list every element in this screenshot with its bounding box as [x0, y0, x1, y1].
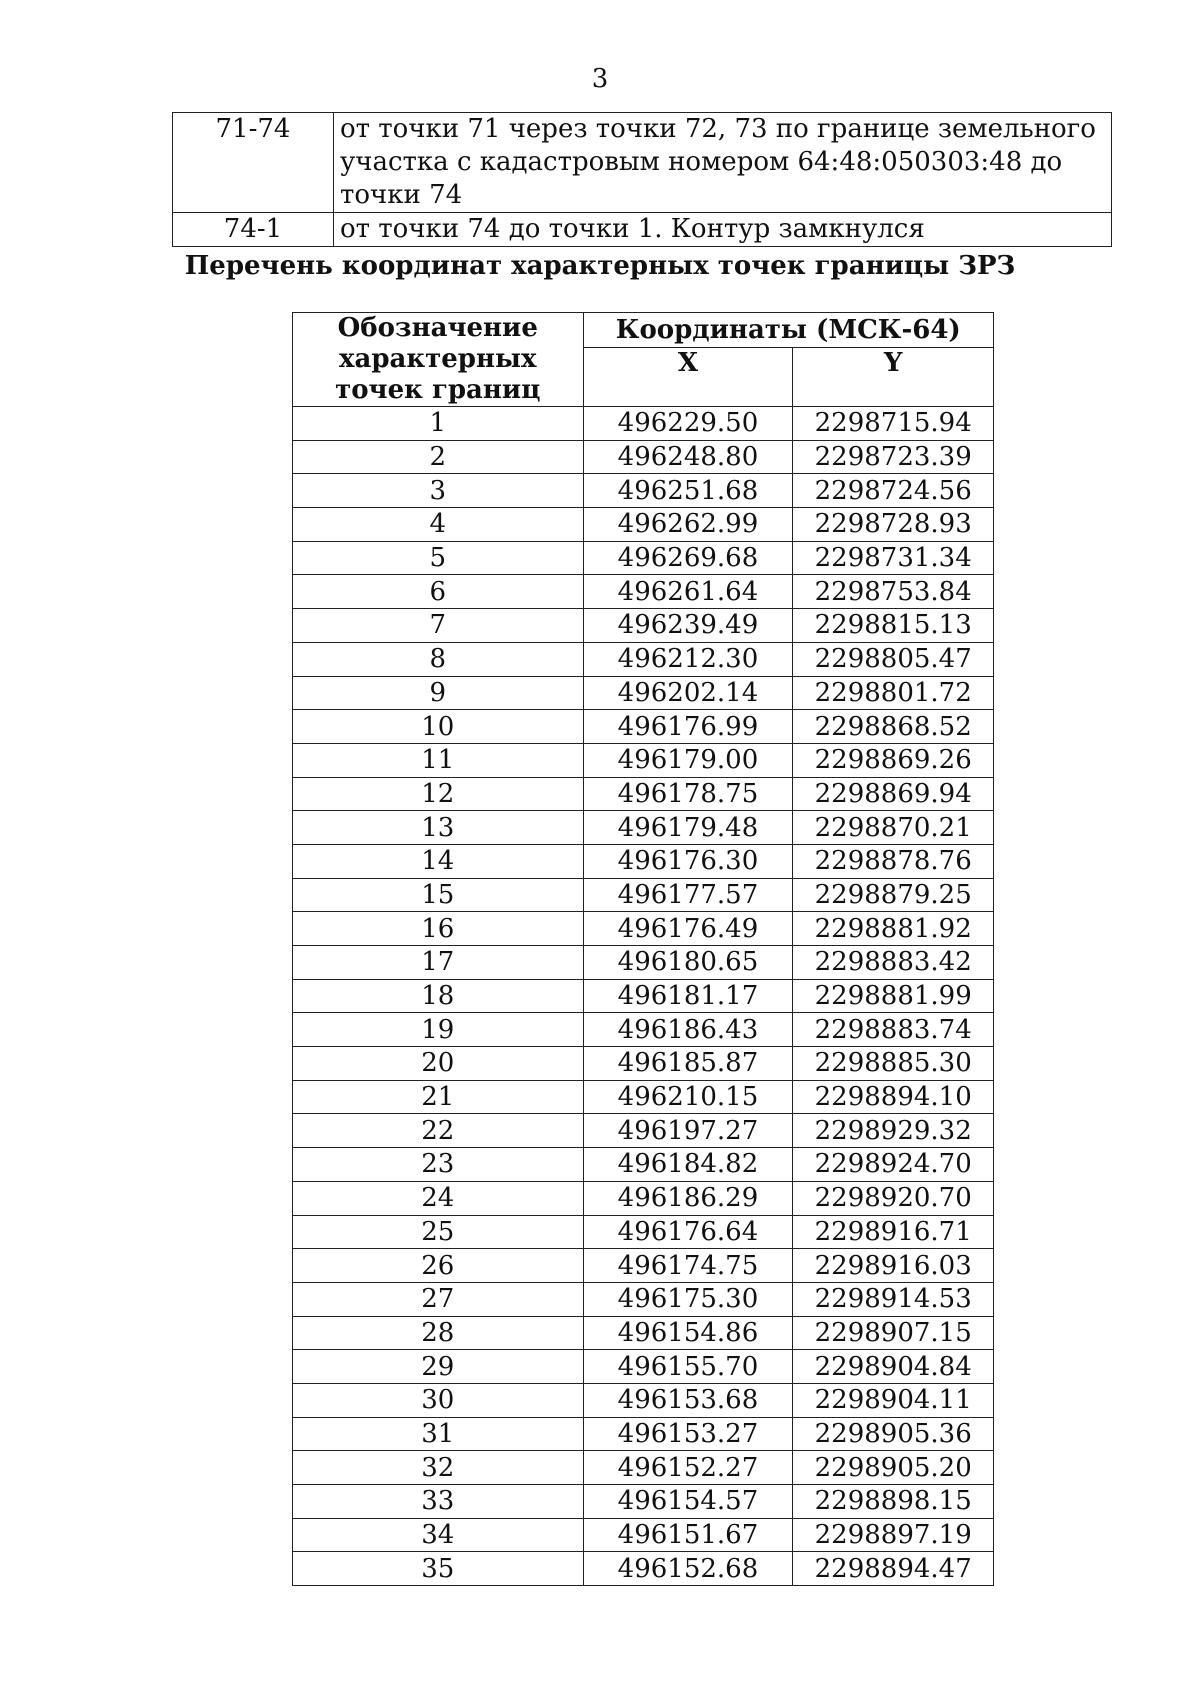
point-number-cell: 28	[293, 1316, 584, 1350]
y-coordinate-cell: 2298920.70	[793, 1181, 994, 1215]
y-coordinate-cell: 2298907.15	[793, 1316, 994, 1350]
y-coordinate-cell: 2298883.42	[793, 946, 994, 980]
point-number-cell: 19	[293, 1013, 584, 1047]
y-coordinate-cell: 2298878.76	[793, 844, 994, 878]
table-row	[293, 407, 994, 441]
point-number-cell: 20	[293, 1047, 584, 1081]
table-row	[293, 1181, 994, 1215]
x-coordinate-cell: 496239.49	[583, 609, 793, 643]
y-coordinate-cell: 2298885.30	[793, 1047, 994, 1081]
point-number-cell: 32	[293, 1451, 584, 1485]
x-coordinate-cell: 496262.99	[583, 508, 793, 542]
y-coordinate-cell: 2298869.94	[793, 777, 994, 811]
y-coordinate-cell: 2298805.47	[793, 642, 994, 676]
point-number-cell: 10	[293, 710, 584, 744]
point-number-cell: 5	[293, 541, 584, 575]
point-number-cell: 18	[293, 979, 584, 1013]
y-coordinate-cell: 2298881.92	[793, 912, 994, 946]
x-coordinate-cell: 496212.30	[583, 642, 793, 676]
point-number-cell: 15	[293, 878, 584, 912]
y-coordinate-cell: 2298897.19	[793, 1518, 994, 1552]
y-coordinate-cell: 2298728.93	[793, 508, 994, 542]
y-coordinate-cell: 2298924.70	[793, 1148, 994, 1182]
table-row	[293, 1114, 994, 1148]
point-number-cell: 34	[293, 1518, 584, 1552]
segment-description: от точки 74 до точки 1. Контур замкнулся	[334, 213, 1112, 247]
table-row	[293, 609, 994, 643]
header-y: Y	[793, 348, 994, 407]
y-coordinate-cell: 2298723.39	[793, 440, 994, 474]
table-row	[293, 811, 994, 845]
table-row	[293, 1518, 994, 1552]
point-number-cell: 27	[293, 1282, 584, 1316]
y-coordinate-cell: 2298905.20	[793, 1451, 994, 1485]
point-number-cell: 25	[293, 1215, 584, 1249]
x-coordinate-cell: 496179.00	[583, 743, 793, 777]
point-number-cell: 33	[293, 1485, 584, 1519]
y-coordinate-cell: 2298715.94	[793, 407, 994, 441]
y-coordinate-cell: 2298724.56	[793, 474, 994, 508]
point-number-cell: 23	[293, 1148, 584, 1182]
table-row	[293, 979, 994, 1013]
table-row	[293, 1417, 994, 1451]
x-coordinate-cell: 496174.75	[583, 1249, 793, 1283]
table-row	[173, 113, 1112, 213]
x-coordinate-cell: 496180.65	[583, 946, 793, 980]
x-coordinate-cell: 496154.57	[583, 1485, 793, 1519]
x-coordinate-cell: 496202.14	[583, 676, 793, 710]
point-number-cell: 17	[293, 946, 584, 980]
point-number-cell: 11	[293, 743, 584, 777]
point-number-cell: 8	[293, 642, 584, 676]
table-row	[293, 946, 994, 980]
x-coordinate-cell: 496178.75	[583, 777, 793, 811]
y-coordinate-cell: 2298883.74	[793, 1013, 994, 1047]
y-coordinate-cell: 2298869.26	[793, 743, 994, 777]
point-number-cell: 7	[293, 609, 584, 643]
segment-code: 74-1	[173, 213, 334, 247]
point-number-cell: 12	[293, 777, 584, 811]
x-coordinate-cell: 496153.68	[583, 1383, 793, 1417]
table-row	[293, 1047, 994, 1081]
table-row	[293, 1249, 994, 1283]
x-coordinate-cell: 496175.30	[583, 1282, 793, 1316]
table-header-row	[293, 313, 994, 348]
x-coordinate-cell: 496176.99	[583, 710, 793, 744]
y-coordinate-cell: 2298929.32	[793, 1114, 994, 1148]
point-number-cell: 29	[293, 1350, 584, 1384]
table-row	[293, 1350, 994, 1384]
y-coordinate-cell: 2298879.25	[793, 878, 994, 912]
x-coordinate-cell: 496154.86	[583, 1316, 793, 1350]
y-coordinate-cell: 2298753.84	[793, 575, 994, 609]
segment-description: от точки 71 через точки 72, 73 по границе земельного участка с кадастровым номером 64:48:050303:48 до точки 74	[334, 113, 1112, 213]
x-coordinate-cell: 496152.68	[583, 1552, 793, 1586]
point-number-cell: 24	[293, 1181, 584, 1215]
point-number-cell: 9	[293, 676, 584, 710]
table-row	[293, 743, 994, 777]
table-row	[293, 575, 994, 609]
y-coordinate-cell: 2298916.71	[793, 1215, 994, 1249]
y-coordinate-cell: 2298731.34	[793, 541, 994, 575]
table-row	[293, 676, 994, 710]
x-coordinate-cell: 496176.49	[583, 912, 793, 946]
y-coordinate-cell: 2298904.11	[793, 1383, 994, 1417]
y-coordinate-cell: 2298870.21	[793, 811, 994, 845]
section-title: Перечень координат характерных точек границы ЗРЗ	[184, 251, 1016, 281]
y-coordinate-cell: 2298801.72	[793, 676, 994, 710]
point-number-cell: 35	[293, 1552, 584, 1586]
point-number-cell: 2	[293, 440, 584, 474]
table-row	[293, 1215, 994, 1249]
table-row	[293, 1282, 994, 1316]
table-row	[293, 1383, 994, 1417]
header-x: X	[583, 348, 793, 407]
table-row	[293, 777, 994, 811]
point-number-cell: 13	[293, 811, 584, 845]
table-row	[173, 213, 1112, 247]
coordinates-table-body	[293, 407, 994, 1586]
x-coordinate-cell: 496176.64	[583, 1215, 793, 1249]
table-row	[293, 710, 994, 744]
segment-code: 71-74	[173, 113, 334, 213]
table-row	[293, 1080, 994, 1114]
point-number-cell: 30	[293, 1383, 584, 1417]
y-coordinate-cell: 2298894.10	[793, 1080, 994, 1114]
x-coordinate-cell: 496176.30	[583, 844, 793, 878]
x-coordinate-cell: 496179.48	[583, 811, 793, 845]
y-coordinate-cell: 2298916.03	[793, 1249, 994, 1283]
x-coordinate-cell: 496261.64	[583, 575, 793, 609]
x-coordinate-cell: 496229.50	[583, 407, 793, 441]
y-coordinate-cell: 2298898.15	[793, 1485, 994, 1519]
x-coordinate-cell: 496210.15	[583, 1080, 793, 1114]
table-row	[293, 541, 994, 575]
boundary-description-table	[172, 112, 1112, 247]
point-number-cell: 26	[293, 1249, 584, 1283]
x-coordinate-cell: 496181.17	[583, 979, 793, 1013]
table-row	[293, 508, 994, 542]
point-number-cell: 31	[293, 1417, 584, 1451]
x-coordinate-cell: 496177.57	[583, 878, 793, 912]
table-row	[293, 642, 994, 676]
y-coordinate-cell: 2298815.13	[793, 609, 994, 643]
x-coordinate-cell: 496184.82	[583, 1148, 793, 1182]
table-row	[293, 1451, 994, 1485]
page-number: 3	[591, 64, 609, 94]
y-coordinate-cell: 2298894.47	[793, 1552, 994, 1586]
table-row	[293, 440, 994, 474]
y-coordinate-cell: 2298914.53	[793, 1282, 994, 1316]
header-point-designation: Обозначение характерных точек границ	[293, 313, 584, 407]
point-number-cell: 16	[293, 912, 584, 946]
y-coordinate-cell: 2298868.52	[793, 710, 994, 744]
point-number-cell: 4	[293, 508, 584, 542]
x-coordinate-cell: 496248.80	[583, 440, 793, 474]
point-number-cell: 3	[293, 474, 584, 508]
x-coordinate-cell: 496186.43	[583, 1013, 793, 1047]
x-coordinate-cell: 496185.87	[583, 1047, 793, 1081]
table-row	[293, 1485, 994, 1519]
x-coordinate-cell: 496153.27	[583, 1417, 793, 1451]
header-coordinates: Координаты (МСК-64)	[583, 313, 993, 348]
x-coordinate-cell: 496251.68	[583, 474, 793, 508]
y-coordinate-cell: 2298881.99	[793, 979, 994, 1013]
table-row	[293, 1013, 994, 1047]
y-coordinate-cell: 2298905.36	[793, 1417, 994, 1451]
table-row	[293, 912, 994, 946]
coordinates-table	[292, 312, 994, 1586]
x-coordinate-cell: 496186.29	[583, 1181, 793, 1215]
table-row	[293, 1148, 994, 1182]
point-number-cell: 21	[293, 1080, 584, 1114]
table-row	[293, 1552, 994, 1586]
point-number-cell: 14	[293, 844, 584, 878]
x-coordinate-cell: 496197.27	[583, 1114, 793, 1148]
table-row	[293, 474, 994, 508]
table-row	[293, 1316, 994, 1350]
point-number-cell: 1	[293, 407, 584, 441]
x-coordinate-cell: 496269.68	[583, 541, 793, 575]
x-coordinate-cell: 496152.27	[583, 1451, 793, 1485]
point-number-cell: 6	[293, 575, 584, 609]
table-row	[293, 844, 994, 878]
table-row	[293, 878, 994, 912]
y-coordinate-cell: 2298904.84	[793, 1350, 994, 1384]
x-coordinate-cell: 496151.67	[583, 1518, 793, 1552]
point-number-cell: 22	[293, 1114, 584, 1148]
x-coordinate-cell: 496155.70	[583, 1350, 793, 1384]
